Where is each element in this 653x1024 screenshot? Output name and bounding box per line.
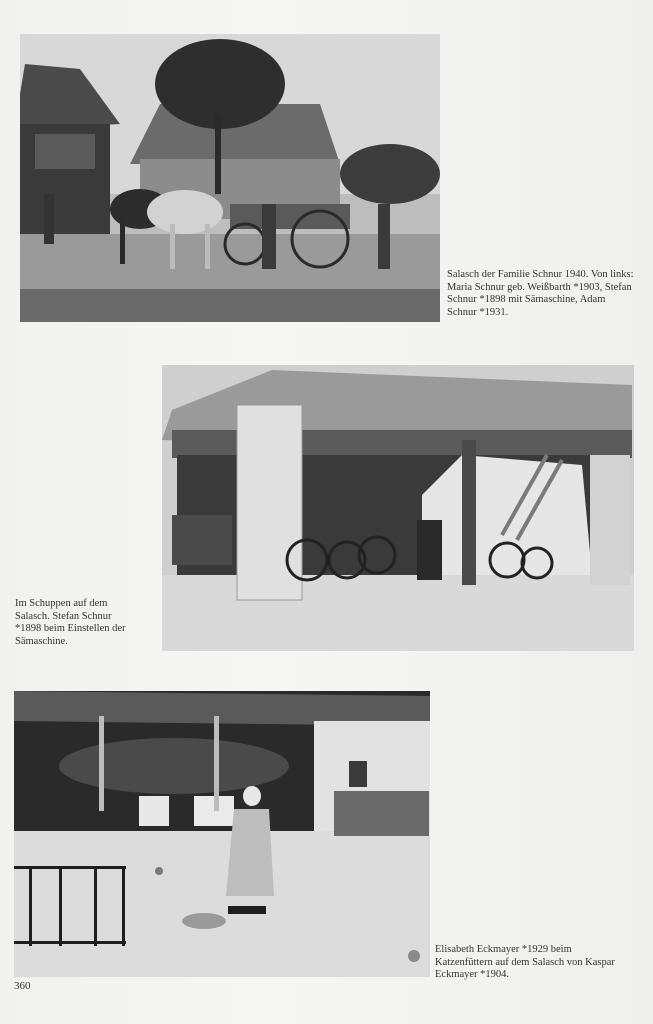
photo-salasch-schnur bbox=[20, 34, 440, 322]
photo-shed-image bbox=[162, 365, 634, 651]
photo-schuppen bbox=[162, 365, 634, 651]
caption-schuppen: Im Schuppen auf dem Salasch. Stefan Schnur *1898 beim Einstellen der Sämaschine. bbox=[15, 598, 126, 647]
photo-eckmayer bbox=[14, 691, 430, 977]
caption-eckmayer: Elisabeth Eckmayer *1929 beim Katzenfüttern auf dem Salasch von Kaspar Eckmayer *1904. bbox=[435, 944, 615, 980]
page-number: 360 bbox=[14, 980, 31, 992]
caption-salasch-schnur: Salasch der Familie Schnur 1940. Von links: Maria Schnur geb. Weißbarth *1903, Stefan Schnur *1898 mit Sämaschine, Adam Schnur *1931. bbox=[447, 269, 634, 318]
photo-farmyard-horses-image bbox=[20, 34, 440, 322]
photo-girl-cats-image bbox=[14, 691, 430, 977]
